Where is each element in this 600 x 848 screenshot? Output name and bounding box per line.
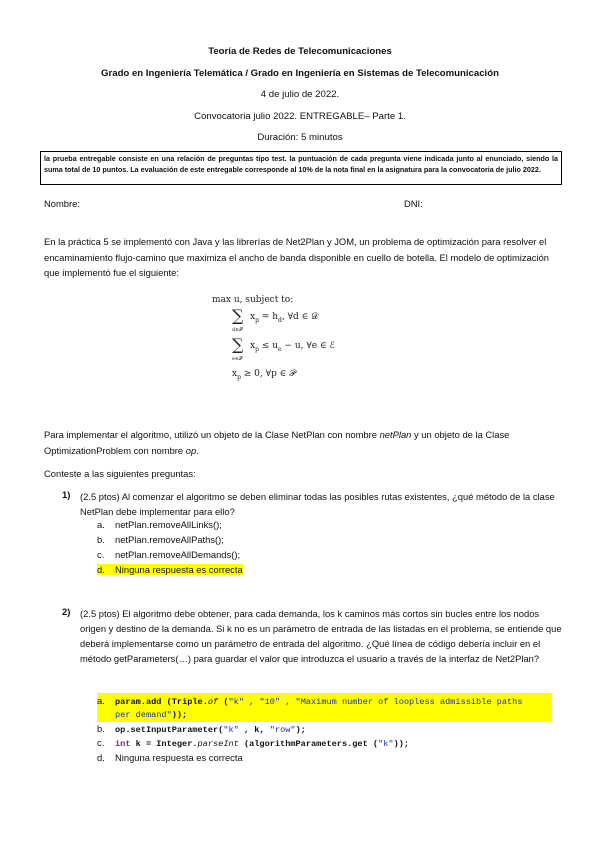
sum-symbol: ∑ bbox=[232, 306, 244, 325]
code-token: (algorithmParameters. bbox=[238, 739, 353, 749]
code-token: k = Integer. bbox=[130, 739, 198, 749]
q2-option-a-line-2 bbox=[115, 708, 187, 720]
impl-text-3: . bbox=[196, 444, 199, 456]
q1-option-c[interactable] bbox=[97, 549, 240, 560]
q2-option-a[interactable] bbox=[97, 693, 552, 722]
code-string: per demand" bbox=[115, 710, 172, 720]
option-letter: b. bbox=[97, 534, 105, 545]
code-token: add bbox=[145, 697, 162, 707]
option-text: netPlan.removeAllDemands(); bbox=[115, 549, 241, 560]
code-token: op. bbox=[115, 725, 131, 735]
code-token: ); bbox=[295, 725, 306, 735]
intro-paragraph: En la práctica 5 se implementó con Java y las librerías de Net2Plan y JOM, un problema de optimización para resolver el encaminamiento flujo-camino que maximiza el ancho de banda disponible en cuello de botella. El modelo de optimización que implementó fue el siguiente: bbox=[44, 236, 549, 278]
exam-call: Convocatoria julio 2022. ENTREGABLE– Parte 1. bbox=[194, 111, 406, 122]
code-token: parseInt bbox=[197, 739, 239, 749]
sum-symbol: ∑ bbox=[232, 335, 244, 354]
q1-option-d[interactable] bbox=[97, 564, 243, 575]
constraint-2: $x_p \le u_e - u$, ∀e ∈ ℰ bbox=[250, 341, 335, 353]
sum-subscript-2: e∈𝒫 bbox=[232, 356, 243, 362]
c1-rest: = h bbox=[261, 312, 278, 322]
code-token: ( bbox=[218, 697, 229, 707]
code-token: )); bbox=[393, 739, 410, 749]
code-token: get bbox=[352, 739, 368, 749]
question-1-number: 1) bbox=[62, 489, 71, 500]
code-token: param. bbox=[115, 697, 146, 707]
q2-option-a-line-1 bbox=[97, 695, 522, 707]
implementation-paragraph bbox=[44, 427, 562, 458]
code-string: "k" , "10" , "Maximum number of loopless admissible paths bbox=[228, 697, 523, 707]
code-token: )); bbox=[171, 710, 188, 720]
option-letter: c. bbox=[97, 737, 105, 748]
exam-duration: Duración: 5 minutos bbox=[257, 132, 343, 143]
instructions-box: la prueba entregable consiste en una relación de preguntas tipo test. la puntuación de cada pregunta viene indicada junto al enunciado, siendo la suma total de 10 puntos. La evaluación de este entregable corresponde al 10% de la nota final en la asignatura para la convocatoria de julio 2022. bbox=[40, 151, 562, 185]
constraint-3: $x_p \ge 0$, ∀p ∈ 𝒫 bbox=[232, 369, 296, 381]
sum-subscript-1: d∈𝒫 bbox=[232, 327, 243, 333]
exam-date: 4 de julio de 2022. bbox=[260, 89, 340, 100]
question-2-number: 2) bbox=[62, 606, 71, 617]
code-string: "row" bbox=[269, 725, 296, 735]
code-string: "k" bbox=[378, 739, 394, 749]
option-letter: d. bbox=[97, 564, 115, 575]
impl-text-1: Para implementar el algoritmo, utilizó un objeto de la Clase NetPlan con nombre bbox=[44, 429, 380, 440]
code-token: ( bbox=[367, 739, 379, 749]
c3-rest: ≥ 0, ∀p ∈ 𝒫 bbox=[240, 369, 296, 379]
option-text: netPlan.removeAllLinks(); bbox=[115, 519, 222, 530]
q1-option-a[interactable] bbox=[97, 519, 222, 530]
c2-cond: − u, ∀e ∈ ℰ bbox=[281, 341, 335, 351]
op-object-name: op bbox=[185, 444, 197, 456]
code-token: , k, bbox=[238, 725, 270, 735]
option-text: Ninguna respuesta es correcta bbox=[115, 564, 243, 575]
q2-option-b[interactable] bbox=[97, 723, 306, 735]
code-string: "k" bbox=[223, 725, 239, 735]
question-2-text: (2.5 ptos) El algoritmo debe obtener, para cada demanda, los k caminos más cortos sin bucles entre los nodos origen y destino de la demanda. Si k no es un parámetro de entrada de las listadas en el problema, se entiende que deberá implementarse como un parámetro de entrada del algoritmo. ¿Qué línea de código debería incluir en el método getParameters(…) para guardar el valor que introduzca el usuario a través de la interfaz de Net2Plan? bbox=[80, 608, 562, 664]
q2-option-c[interactable] bbox=[97, 737, 409, 749]
answer-prompt: Conteste a las siguientes preguntas: bbox=[44, 468, 196, 479]
option-letter: d. bbox=[97, 752, 105, 763]
impl-text-2: y un objeto de la Clase OptimizationProblem con nombre bbox=[44, 429, 510, 456]
var-x: x bbox=[250, 312, 256, 322]
objective-line: max u, subject to: bbox=[212, 295, 294, 305]
option-letter: a. bbox=[97, 695, 105, 706]
name-label: Nombre: bbox=[44, 198, 80, 209]
code-token: ( bbox=[218, 725, 224, 735]
var-x: x bbox=[232, 369, 238, 379]
constraint-1: $x_p = h_d$, ∀d ∈ 𝒟 bbox=[250, 312, 319, 324]
code-token: setInputParameter bbox=[130, 725, 219, 735]
question-1-text: (2.5 ptos) Al comenzar el algoritmo se deben eliminar todas las posibles rutas existentes, ¿qué método de la clase NetPlan debe implementar para ello? bbox=[80, 491, 555, 517]
q2-option-d[interactable] bbox=[97, 752, 243, 763]
code-keyword: int bbox=[115, 739, 131, 749]
option-letter: c. bbox=[97, 549, 105, 560]
option-letter: b. bbox=[97, 723, 105, 734]
option-letter: a. bbox=[97, 519, 105, 530]
code-token: (Triple. bbox=[161, 697, 208, 707]
optimization-model bbox=[212, 295, 382, 385]
code-token: of bbox=[207, 697, 219, 707]
course-title: Teoría de Redes de Telecomunicaciones bbox=[208, 46, 392, 57]
option-text: netPlan.removeAllPaths(); bbox=[115, 534, 224, 545]
q1-option-b[interactable] bbox=[97, 534, 224, 545]
degree-title: Grado en Ingeniería Telemática / Grado en Ingeniería en Sistemas de Telecomunicación bbox=[101, 68, 499, 79]
var-x: x bbox=[250, 341, 256, 351]
c2-rest: ≤ u bbox=[261, 341, 278, 351]
option-text: Ninguna respuesta es correcta bbox=[115, 752, 243, 763]
dni-label: DNI: bbox=[404, 198, 423, 209]
c1-cond: , ∀d ∈ 𝒟 bbox=[281, 312, 319, 322]
netplan-object-name: netPlan bbox=[379, 429, 412, 440]
